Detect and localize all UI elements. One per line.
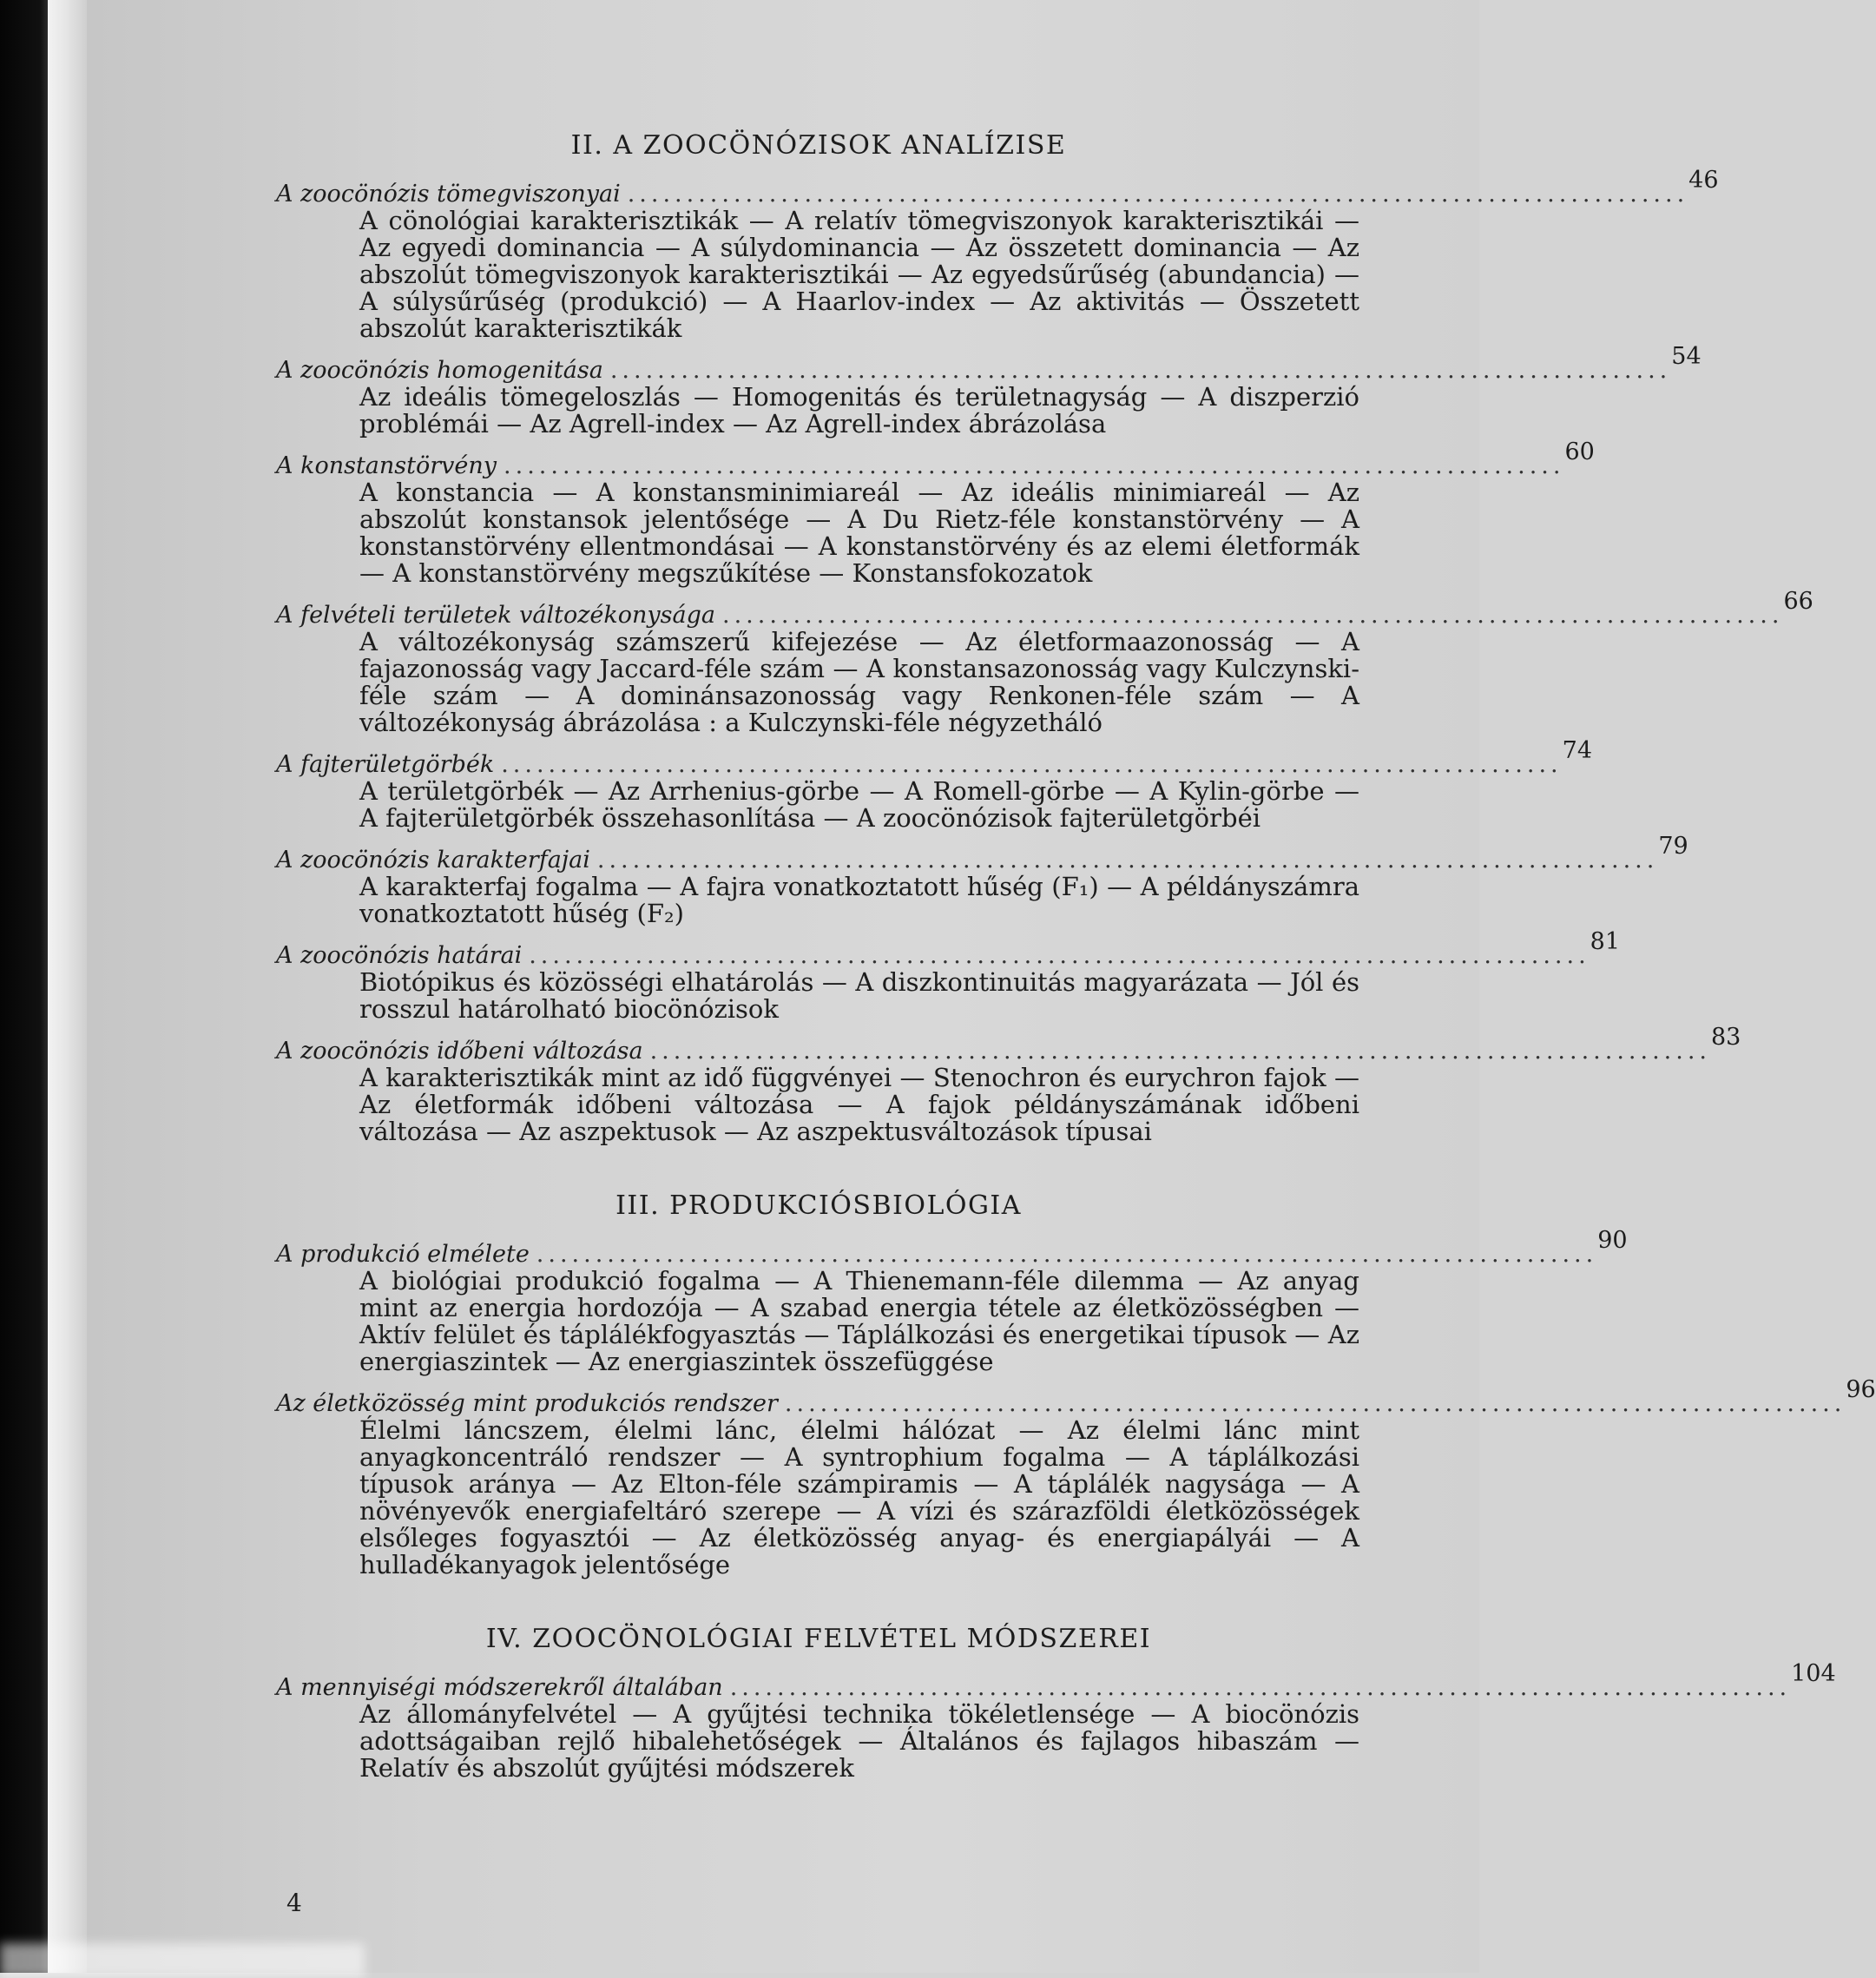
page-number: 104 bbox=[1791, 1660, 1836, 1687]
toc-entry bbox=[276, 1376, 1876, 1579]
toc-entry bbox=[276, 1660, 1836, 1783]
entry-description: A konstancia — A konstansminimiareál — Az ideális minimiareál — Az abszolút konstansok jelentősége — A Du Rietz-féle konstanstörvény — A konstanstörvény ellentmondásai — A konstanstörvény és az elemi életformák — A konstanstörvény megszűkítése — Konstansfokozatok bbox=[359, 478, 1359, 588]
dot-leader: .......................................................................................... bbox=[501, 751, 1563, 778]
entry-title: A konstanstörvény bbox=[276, 452, 497, 479]
page-number: 60 bbox=[1564, 438, 1595, 465]
entry-title: A zoocönózis időbeni változása bbox=[276, 1038, 643, 1065]
folio-page-number: 4 bbox=[286, 1889, 302, 1917]
page-number: 96 bbox=[1846, 1376, 1876, 1403]
page-number: 54 bbox=[1671, 343, 1702, 370]
dot-leader: .......................................................................................... bbox=[536, 1241, 1598, 1268]
dot-leader: .......................................................................................... bbox=[729, 1674, 1792, 1701]
toc-entry bbox=[276, 833, 1688, 928]
page-number: 83 bbox=[1711, 1024, 1741, 1051]
dot-leader: .......................................................................................... bbox=[722, 602, 1784, 629]
toc-entry bbox=[276, 737, 1592, 833]
entry-title: A produkció elmélete bbox=[276, 1241, 530, 1268]
table-of-contents bbox=[276, 130, 1876, 1797]
entry-description: Az ideális tömegeloszlás — Homogenitás és területnagyság — A diszperzió problémái — Az Agrell-index — Az Agrell-index ábrázolása bbox=[359, 382, 1359, 438]
section-title: III. PRODUKCIÓSBIOLÓGIA bbox=[615, 1190, 1022, 1221]
dot-leader: .......................................................................................... bbox=[627, 181, 1689, 208]
entry-description: A változékonyság számszerű kifejezése — Az életformaazonosság — A fajazonosság vagy Jaccard-féle szám — A konstansazonosság vagy Kulczynski-féle szám — A dominánsazonosság vagy Renkonen-féle szám — A változékonyság ábrázolása : a Kulczynski-féle négyzetháló bbox=[359, 627, 1359, 737]
dot-leader: .......................................................................................... bbox=[529, 942, 1590, 969]
entry-title: A zoocönózis határai bbox=[276, 942, 523, 969]
entry-title: A zoocönózis homogenitása bbox=[276, 357, 603, 384]
dot-leader: .......................................................................................... bbox=[596, 847, 1659, 874]
entry-description: A karakterfaj fogalma — A fajra vonatkoztatott hűség (F₁) — A példányszámra vonatkoztatott hűség (F₂) bbox=[359, 872, 1359, 928]
entry-description: A karakterisztikák mint az idő függvényei — Stenochron és eurychron fajok — Az életformák időbeni változása — A fajok példányszámának időbeni változása — Az aszpektusok — Az aszpektusváltozások típusai bbox=[359, 1063, 1359, 1146]
entry-description: Élelmi láncszem, élelmi lánc, élelmi hálózat — Az élelmi lánc mint anyagkoncentráló rendszer — A syntrophium fogalma — A táplálkozási típusok aránya — Az Elton-féle számpiramis — A táplálék nagysága — A növényevők energiafeltáró szerepe — A vízi és szárazföldi életközösségek elsőleges fogyasztói — Az életközösség anyag- és energiapályái — A hulladékanyagok jelentősége bbox=[359, 1415, 1359, 1579]
book-binding-edge bbox=[48, 0, 87, 1973]
entry-title: A zoocönózis karakterfajai bbox=[276, 847, 590, 874]
entry-description: Az állományfelvétel — A gyűjtési technika tökéletlensége — A biocönózis adottságaiban rejlő hibalehetőségek — Általános és fajlagos hibaszám — Relatív és abszolút gyűjtési módszerek bbox=[359, 1699, 1359, 1783]
entry-description: A cönológiai karakterisztikák — A relatív tömegviszonyok karakterisztikái — Az egyedi dominancia — A súlydominancia — Az összetett dominancia — Az abszolút tömegviszonyok karakterisztikái — Az egyedsűrűség (abundancia) — A súlysűrűség (produkció) — A Haarlov-index — Az aktivitás — Összetett abszolút karakterisztikák bbox=[359, 206, 1359, 343]
entry-description: A területgörbék — Az Arrhenius-görbe — A Romell-görbe — A Kylin-görbe — A fajterületgörbék összehasonlítása — A zoocönózisok fajterületgörbéi bbox=[359, 776, 1359, 833]
section-title: IV. ZOOCÖNOLÓGIAI FELVÉTEL MÓDSZEREI bbox=[485, 1624, 1152, 1654]
section-title: II. A ZOOCÖNÓZISOK ANALÍZISE bbox=[570, 130, 1067, 161]
entry-title: A zoocönózis tömegviszonyai bbox=[276, 181, 621, 208]
book-binding-shadow bbox=[0, 0, 48, 1973]
toc-entry bbox=[276, 588, 1813, 737]
dot-leader: .......................................................................................... bbox=[784, 1390, 1846, 1417]
watermark-overlay bbox=[0, 1943, 365, 1978]
toc-entry bbox=[276, 1227, 1628, 1376]
toc-entry bbox=[276, 928, 1621, 1024]
entry-description: Biotópikus és közösségi elhatárolás — A diszkontinuitás magyarázata — Jól és rosszul határolható biocönózisok bbox=[359, 967, 1359, 1024]
toc-entry bbox=[276, 1024, 1741, 1146]
entry-title: A felvételi területek változékonysága bbox=[276, 602, 715, 629]
page-number: 66 bbox=[1783, 588, 1813, 615]
dot-leader: .......................................................................................... bbox=[504, 452, 1565, 479]
page-number: 79 bbox=[1658, 833, 1688, 860]
toc-entry bbox=[276, 167, 1719, 343]
page-number: 90 bbox=[1597, 1227, 1628, 1254]
entry-description: A biológiai produkció fogalma — A Thienemann-féle dilemma — Az anyag mint az energia hordozója — A szabad energia tétele az életközösségben — Aktív felület és táplálékfogyasztás — Táplálkozási és energetikai típusok — Az energiaszintek — Az energiaszintek összefüggése bbox=[359, 1266, 1359, 1376]
entry-title: A mennyiségi módszerekről általában bbox=[276, 1674, 723, 1701]
toc-entry bbox=[276, 343, 1702, 438]
toc-entry bbox=[276, 438, 1595, 588]
entry-title: Az életközösség mint produkciós rendszer bbox=[276, 1390, 778, 1417]
entry-title: A fajterületgörbék bbox=[276, 751, 495, 778]
page-number: 74 bbox=[1562, 737, 1592, 764]
dot-leader: .......................................................................................... bbox=[649, 1038, 1711, 1065]
page-number: 46 bbox=[1688, 167, 1719, 194]
dot-leader: .......................................................................................... bbox=[609, 357, 1672, 384]
page-number: 81 bbox=[1590, 928, 1621, 955]
